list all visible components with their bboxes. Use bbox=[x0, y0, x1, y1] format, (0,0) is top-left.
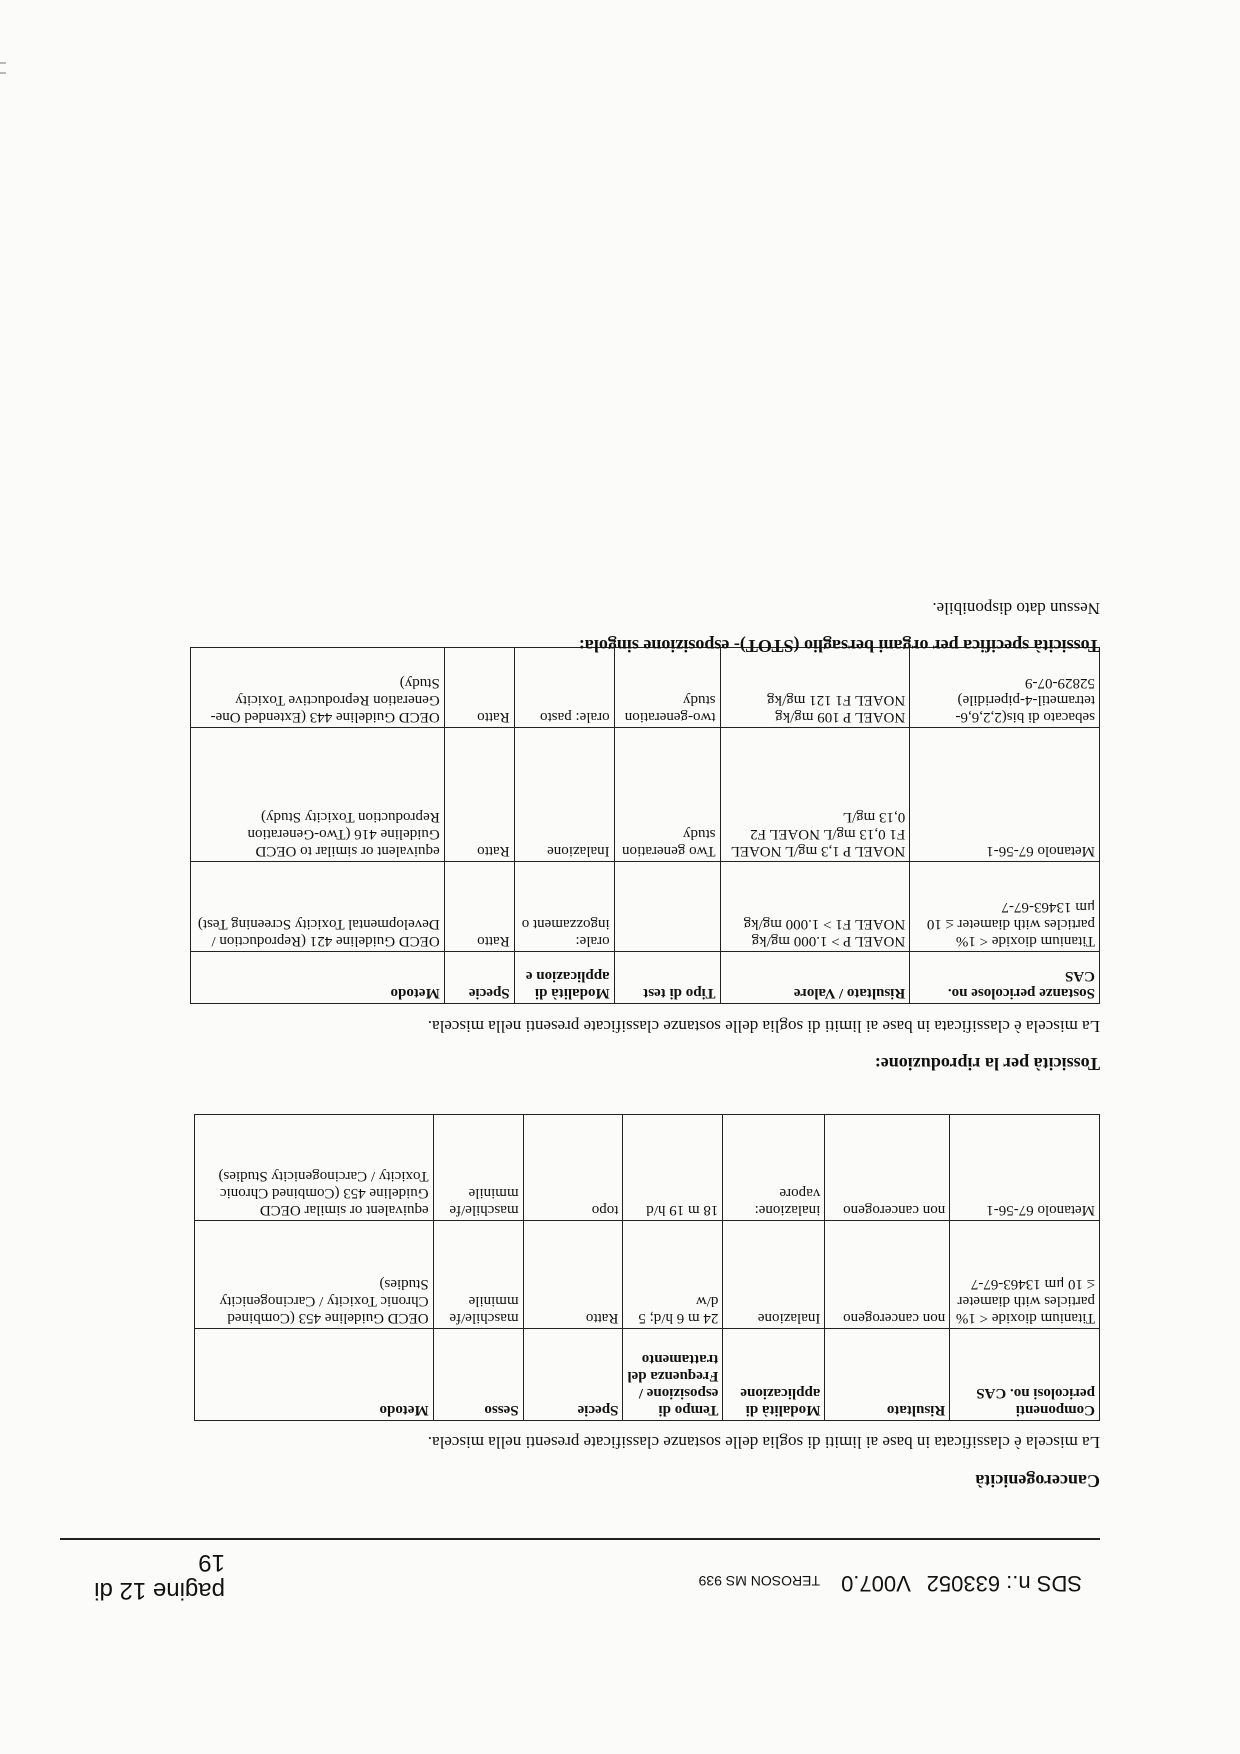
table-cell: orale: pasto bbox=[514, 648, 614, 728]
column-header: Metodo bbox=[191, 952, 445, 1004]
table-cell: 24 m 6 h/d; 5 d/w bbox=[623, 1221, 723, 1329]
document-header bbox=[699, 1570, 1082, 1596]
column-header: Tipo di test bbox=[614, 952, 720, 1004]
stot-text: Nessun dato disponibile. bbox=[932, 599, 1100, 618]
table-cell: 18 m 19 h/d bbox=[623, 1115, 723, 1221]
table-cell: non cancerogeno bbox=[825, 1115, 950, 1221]
table-cell: Ratto bbox=[444, 648, 514, 728]
column-header: Sesso bbox=[433, 1329, 523, 1421]
carcinogenicity-intro: La miscela è classificata in base ai limiti di soglia delle sostanze classificate presenti nella miscela. bbox=[427, 1433, 1100, 1452]
table-cell: two-generation study bbox=[614, 648, 720, 728]
table-cell: inalazione: vapore bbox=[723, 1115, 825, 1221]
column-header: Tempo di esposizione / Frequenza del trattamento bbox=[623, 1329, 723, 1421]
table-cell: sebacato di bis(2,2,6,6-tetrametil-4-piperidile) 52829-07-9 bbox=[910, 648, 1100, 728]
table-cell: Metanolo 67-56-1 bbox=[910, 728, 1100, 862]
carcinogenicity-heading: Cancerogenicità bbox=[975, 1471, 1100, 1491]
table-cell: Inalazione bbox=[723, 1221, 825, 1329]
table-cell: Titanium dioxide < 1% particles with diameter ≤ 10 μm 13463-67-7 bbox=[950, 1221, 1100, 1329]
column-header: Risultato bbox=[825, 1329, 950, 1421]
table-cell: maschile/fe mminile bbox=[433, 1115, 523, 1221]
table-cell: non cancerogeno bbox=[825, 1221, 950, 1329]
column-header: Sostanze pericolose no. CAS bbox=[910, 952, 1100, 1004]
table-cell: NOAEL P > 1.000 mg/kg NOAEL F1 > 1.000 mg/kg bbox=[720, 862, 910, 952]
column-header: Modalità di applicazione bbox=[723, 1329, 825, 1421]
sds-number: SDS n.: 633052 bbox=[926, 1571, 1082, 1596]
table-cell: NOAEL P 109 mg/kg NOAEL F1 121 mg/kg bbox=[720, 648, 910, 728]
table-cell: Ratto bbox=[523, 1221, 623, 1329]
column-header: Risultato / Valore bbox=[720, 952, 910, 1004]
scan-mark bbox=[0, 72, 6, 74]
table-cell: OECD Guideline 421 (Reproduction / Developmental Toxicity Screening Test) bbox=[191, 862, 445, 952]
table-cell: Two generation study bbox=[614, 728, 720, 862]
reproduction-table bbox=[190, 647, 1100, 1004]
column-header: Modalità di applicazion e bbox=[514, 952, 614, 1004]
table-cell: equivalent or similar OECD Guideline 453 (Combined Chronic Toxicity / Carcinogenicity Studies) bbox=[195, 1115, 434, 1221]
table-cell: OECD Guideline 453 (Combined Chronic Toxicity / Carcinogenicity Studies) bbox=[195, 1221, 434, 1329]
reproduction-intro: La miscela è classificata in base ai limiti di soglia delle sostanze classificate presenti nella miscela. bbox=[427, 1017, 1100, 1036]
table-row bbox=[191, 648, 1100, 728]
scan-mark bbox=[0, 62, 6, 64]
table-cell: maschile/fe mminile bbox=[433, 1221, 523, 1329]
column-header: Metodo bbox=[195, 1329, 434, 1421]
stot-heading: Tossicità specifica per organi bersaglio (STOT)- esposizione singola: bbox=[578, 636, 1100, 656]
table-cell: Ratto bbox=[444, 862, 514, 952]
table-row bbox=[191, 862, 1100, 952]
column-header: Specie bbox=[444, 952, 514, 1004]
carcinogenicity-table bbox=[194, 1114, 1100, 1421]
table-cell: NOAEL P 1,3 mg/L NOAEL F1 0,13 mg/L NOAEL F2 0,13 mg/L bbox=[720, 728, 910, 862]
table-row bbox=[195, 1221, 1100, 1329]
column-header: Componenti pericolosi no. CAS bbox=[950, 1329, 1100, 1421]
reproduction-heading: Tossicità per la riproduzione: bbox=[874, 1054, 1100, 1074]
table-row bbox=[191, 728, 1100, 862]
table-header-row bbox=[191, 952, 1100, 1004]
header-rule bbox=[60, 1538, 1100, 1540]
table-cell: Ratto bbox=[444, 728, 514, 862]
page-number: pagine 12 di 19 bbox=[94, 1549, 225, 1604]
table-row bbox=[195, 1115, 1100, 1221]
table-cell: topo bbox=[523, 1115, 623, 1221]
table-cell: Inalazione bbox=[514, 728, 614, 862]
table-cell: orale: ingozzament o bbox=[514, 862, 614, 952]
column-header: Specie bbox=[523, 1329, 623, 1421]
table-cell bbox=[614, 862, 720, 952]
table-cell: OECD Guideline 443 (Extended One-Generation Reproductive Toxicity Study) bbox=[191, 648, 445, 728]
table-cell: equivalent or similar to OECD Guideline 416 (Two-Generation Reproduction Toxicity Study) bbox=[191, 728, 445, 862]
table-header-row bbox=[195, 1329, 1100, 1421]
product-name: TEROSON MS 939 bbox=[698, 1573, 820, 1589]
version: V007.0 bbox=[841, 1571, 911, 1596]
table-cell: Titanium dioxide < 1% particles with diameter ≤ 10 μm 13463-67-7 bbox=[910, 862, 1100, 952]
table-cell: Metanolo 67-56-1 bbox=[950, 1115, 1100, 1221]
